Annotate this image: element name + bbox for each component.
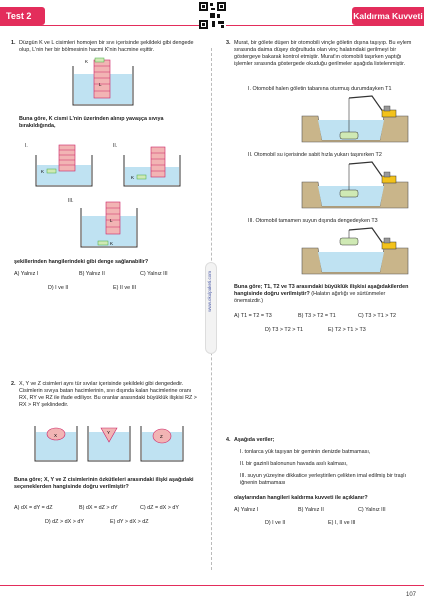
q4-text [226,437,412,444]
q1-figure-i [35,145,93,187]
q1-i-label-k: K [41,169,45,174]
q2-label-x: X [54,433,58,438]
q1-label-i: I. [25,143,28,149]
q1-label-l: L [99,82,102,87]
q4-number: 4. [226,437,231,443]
q3-stem: Murat, bir gölete düşen bir otomobili vinçle göletin dışına taşıyıp. Bu eylem sırasında daima düşey doğrultuda olan vinç halatındaki gerilmeyi bir göstergeye bakarak kontrol etmiştir. Murat'ın otomobili taşırken yaptığı işlemler sırasında göstergede okuduğu gerilmeler aşağıda listelenmiştir. [234,40,412,67]
q4-item-i: I. tonlarca yük taşıyan bir geminin denizde batmaması, [240,449,371,455]
q1-option-e[interactable]: E) II ve III [113,285,137,291]
q1-label-ii: II. [113,143,118,149]
page-number: 107 [405,592,416,598]
topic-badge: Kaldırma Kuvveti [352,7,424,25]
q2-stem: X, Y ve Z cisimleri aynı tür sıvılar içerisinde şekildeki gibi dengededir. Cisimlerin sıvıya batan hacimlerinin, sıvı dışında kalan hacimlerine oranı RX, RY ve RZ ile ifade ediliyor. Bu oranlar arasındaki büyüklük ilişkisi RZ > RX > RY şeklindedir. [19,381,197,408]
q1-option-a[interactable]: A) Yalnız I [14,271,39,277]
website-tag-text: www.okulpaketi.com [207,271,212,312]
q4-item-ii: II. bir gazinli balonunun havada asılı kalması, [240,461,348,467]
q1-label-k: K [85,59,89,64]
q2-option-a[interactable]: A) dX = dY = dZ [14,505,53,511]
q3-note: (Halatın ağırlığı ve sürtünmeler önemsizdir.) [234,291,386,304]
q3-option-b[interactable]: B) T3 > T2 = T1 [298,313,336,319]
q1-iii-label-k: K [110,241,114,246]
q4-option-d[interactable]: D) I ve II [265,520,286,526]
q4-item-iii: III. suyun yüzeyine dikkatice yerleştirilen çelikten imal edilmiş bir traşlı iğnenin batmaması [240,473,406,486]
q3-step-ii: II. Otomobil su içerisinde sabit hızla yukarı taşınırken T2 [248,152,382,158]
q1-text [11,40,197,54]
q1-question: Buna göre, K cismi L'nin üzerinden alınıp yavaşça sıvıya bırakıldığında, [19,116,164,129]
q3-figure-iii [300,226,410,276]
q2-figure [34,422,184,462]
q1-number: 1. [11,40,16,46]
q4-stem: Aşağıda veriler; [234,437,275,443]
q2-option-c[interactable]: C) dZ = dX > dY [140,505,179,511]
website-tag [205,262,217,354]
q4-option-c[interactable]: C) Yalnız III [358,507,386,513]
q2-question: Buna göre; X, Y ve Z cisimlerinin özkütleleri arasındaki ilişki aşağıdaki seçeneklerden hangisinde doğru verilmiştir? [14,477,194,490]
q1-tail: şekillerinden hangilerindeki gibi denge sağlanabilir? [14,259,149,265]
q3-option-c[interactable]: C) T3 > T1 > T2 [358,313,397,319]
q3-option-a[interactable]: A) T1 = T2 = T3 [234,313,272,319]
q1-label-iii: III. [68,198,74,204]
q1-stem: Düzgün K ve L cisimleri homojen bir sıvı içerisinde şekildeki gibi dengede olup, L'nin her bir bölmesinin hacmi K'nin hacmine eşittir. [19,40,194,53]
q1-figure-ii [123,145,181,187]
q2-label-z: Z [160,434,163,439]
q1-figure-iii [80,200,138,248]
q1-ii-label-k: K [131,175,135,180]
q3-figure-i [300,94,410,144]
q3-step-iii: III. Otomobil tamamen suyun dışında dengedeyken T3 [248,218,378,224]
q4-question: olaylarından hangileri kaldırma kuvveti ile açıklanır? [234,495,368,501]
q3-step-i: I. Otomobil halen göletin tabanına oturmuş durumdayken T1 [248,86,392,92]
q2-number: 2. [11,381,16,387]
qr-code-icon [199,2,226,29]
q3-number: 3. [226,40,231,46]
q2-text [11,381,199,409]
q2-option-d[interactable]: D) dZ > dX > dY [45,519,84,525]
q3-question: Buna göre; T1, T2 ve T3 arasındaki büyüklük ilişkisi aşağıdakilerden hangisinde doğru verilmiştir? [234,284,409,297]
footer-rule [0,585,424,586]
q1-option-b[interactable]: B) Yalnız II [79,271,105,277]
q1-option-c[interactable]: C) Yalnız III [140,271,168,277]
q4-option-a[interactable]: A) Yalnız I [234,507,259,513]
q3-text [226,40,412,68]
test-badge: Test 2 [0,7,45,25]
q4-option-e[interactable]: E) I, II ve III [328,520,356,526]
q2-option-e[interactable]: E) dY > dX > dZ [110,519,149,525]
q4-option-b[interactable]: B) Yalnız II [298,507,324,513]
q3-option-d[interactable]: D) T3 > T2 > T1 [265,327,304,333]
q2-label-y: Y [107,430,111,435]
q3-option-e[interactable]: E) T2 > T1 > T3 [328,327,366,333]
q1-iii-label-l: L [110,218,113,223]
q3-figure-ii [300,160,410,210]
q3-question-block [234,284,414,305]
q1-main-figure [72,58,134,106]
q1-option-d[interactable]: D) I ve II [48,285,69,291]
q2-option-b[interactable]: B) dX = dZ > dY [79,505,118,511]
